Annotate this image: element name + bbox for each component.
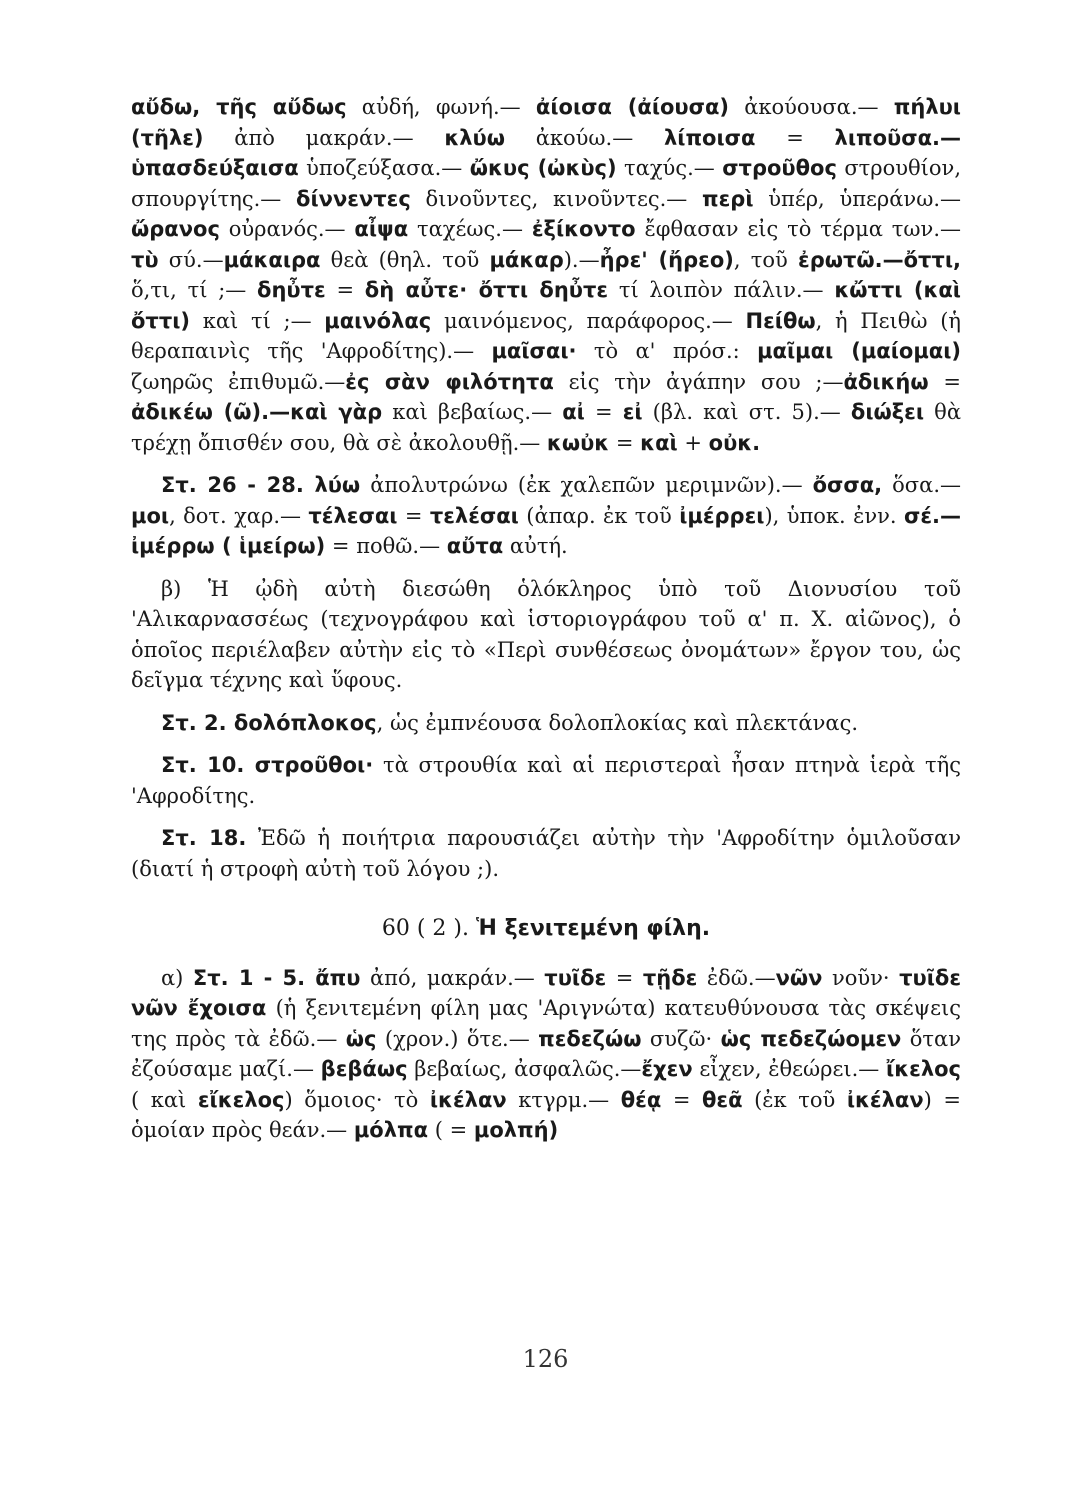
gloss-text: ζωηρῶς ἐπιθυμῶ.—: [131, 369, 346, 394]
lemma-term: ἰκέλαν: [429, 1087, 507, 1112]
lemma-term: Στ. 2. δολόπλοκος: [161, 710, 377, 735]
lemma-term: τῇδε: [642, 965, 698, 990]
gloss-text: νοῦν·: [822, 965, 900, 990]
lemma-term: ἀίοισα (ἀίουσα): [535, 95, 729, 119]
gloss-text: σύ.—: [158, 247, 224, 272]
lemma-term: Ἡ ξενιτεμένη φίλη.: [475, 916, 711, 941]
gloss-text: τί λοιπὸν πάλιν.—: [608, 278, 835, 302]
lemma-term: αἰ: [562, 400, 585, 424]
gloss-text: μαινόμενος, παράφορος.—: [431, 308, 746, 333]
lemma-term: δίννεντες: [296, 186, 411, 211]
lemma-term: μαινόλας: [324, 308, 432, 333]
gloss-text: (βλ. καὶ στ. 5).—: [642, 400, 851, 424]
gloss-text: =: [325, 278, 365, 302]
gloss-text: =: [606, 965, 643, 990]
gloss-text: β) Ἡ ᾠδὴ αὐτὴ διεσώθη ὁλόκληρος ὑπὸ τοῦ Διονυσίου τοῦ 'Αλικαρνασσέως (τεχνογράφου καὶ ἱστοριογράφου τοῦ α' π. Χ. αἰῶνος), ὁ ὁποῖος περιέλαβεν αὐτὴν εἰς τὸ «Περὶ συνθέσεως ὀνομάτων» ἔργον του, ὡς δεῖγμα τέχνης καὶ ὕφους.: [131, 576, 961, 692]
gloss-text: (ἐκ τοῦ: [742, 1087, 847, 1112]
lemma-term: οὐκ.: [708, 430, 761, 455]
lemma-term: πεδεζώω: [538, 1026, 642, 1051]
gloss-text: ( =: [428, 1118, 474, 1142]
lemma-term: αἶψα: [354, 217, 409, 241]
gloss-text: =: [397, 503, 430, 528]
lemma-term: τὺ: [131, 247, 159, 272]
section-heading: [131, 914, 961, 945]
paragraph-p3: [131, 574, 961, 696]
lemma-term: μαῖμαι (μαίομαι): [757, 339, 961, 363]
lemma-term: ὄσσα,: [812, 473, 883, 497]
gloss-text: =: [928, 369, 961, 394]
lemma-term: διώξει: [850, 400, 925, 424]
paragraph-p4: [131, 708, 961, 739]
paragraph-p7: [131, 963, 961, 1146]
gloss-text: =: [584, 400, 623, 424]
gloss-text: 60 ( 2 ).: [381, 916, 476, 941]
gloss-text: (ἡ ξενιτεμένη φίλη μας 'Αριγνώτα) κατευθύνουσα τὰς σκέψεις της πρὸς τὰ ἐδῶ.—: [131, 996, 961, 1051]
gloss-text: θὰ τρέχῃ ὄπισθέν σου, θὰ σὲ ἀκολουθῇ.—: [131, 400, 962, 455]
gloss-text: ὅταν ἐζούσαμε μαζί.—: [131, 1026, 961, 1081]
gloss-text: ἔφθασαν εἰς τὸ τέρμα των.—: [635, 217, 961, 241]
lemma-term: ὤκυς (ὠκὺς): [469, 156, 617, 180]
gloss-text: αὐτή.: [503, 534, 568, 558]
gloss-text: ὅσα.—: [882, 473, 961, 497]
gloss-text: ἐδῶ.—: [697, 965, 776, 990]
gloss-text: ταχέως.—: [408, 217, 532, 241]
gloss-text: , δοτ. χαρ.—: [169, 503, 309, 528]
gloss-text: αὐδή, φωνή.—: [346, 95, 536, 119]
gloss-text: , τοῦ: [733, 247, 798, 272]
lemma-term: ἀδικέω (ῶ).—καὶ γὰρ: [131, 400, 383, 424]
gloss-text: (χρον.) ὅτε.—: [376, 1026, 539, 1051]
lemma-term: λιποῦσα.— ὑπασδεύξαισα: [131, 125, 961, 180]
gloss-text: ἀκούω.—: [504, 125, 664, 150]
lemma-term: νῶν: [775, 965, 823, 990]
gloss-text: θεὰ (θηλ. τοῦ: [320, 247, 490, 272]
paragraph-p2: [131, 470, 961, 562]
lemma-term: Στ. 18.: [161, 826, 247, 850]
lemma-term: μάκαιρα: [223, 247, 321, 272]
lemma-term: δὴ αὖτε· ὄττι δηὖτε: [364, 278, 609, 302]
lemma-term: εἴκελος: [197, 1087, 285, 1112]
lemma-term: αὔδω, τῆς αὔδως: [131, 95, 347, 119]
lemma-term: ἰκέλαν: [846, 1087, 924, 1112]
gloss-text: =: [755, 125, 835, 150]
gloss-text: καὶ τί ;—: [190, 308, 325, 333]
page-number: 126: [522, 1345, 569, 1373]
lemma-term: κλύω: [444, 125, 505, 150]
gloss-text: , ὡς ἐμπνέουσα δολοπλοκίας καὶ πλεκτάνας.: [376, 710, 858, 735]
lemma-term: ἦρε' (ἤρεο): [599, 247, 734, 272]
gloss-text: ) ὅμοιος· τὸ: [284, 1087, 430, 1112]
lemma-term: τέλεσαι: [308, 503, 398, 528]
lemma-term: λίποισα: [663, 125, 756, 150]
lemma-term: πήλυι (τῆλε): [131, 95, 961, 150]
lemma-term: περὶ: [702, 186, 754, 211]
lemma-term: εἰ: [622, 400, 643, 424]
lemma-term: τυῖδε: [544, 965, 607, 990]
lemma-term: ὤρανος: [131, 217, 220, 241]
gloss-text: ἀπὸ μακράν.—: [203, 125, 445, 150]
lemma-term: τυῖδε νῶν ἔχοισα: [131, 965, 962, 1020]
gloss-text: οὐρανός.—: [219, 217, 355, 241]
lemma-term: Στ. 26 - 28. λύω: [161, 473, 361, 497]
lemma-term: μαῖσαι·: [491, 339, 577, 363]
lemma-term: μάκαρ: [489, 247, 564, 272]
lemma-term: βεβάως: [320, 1057, 408, 1081]
lemma-term: αὔτα: [446, 534, 504, 558]
gloss-text: ἀκούουσα.—: [728, 95, 894, 119]
lemma-term: θεᾶ: [702, 1087, 743, 1112]
lemma-term: ἴκελος: [886, 1057, 961, 1081]
lemma-term: κωὐκ: [546, 430, 610, 455]
gloss-text: ὅ,τι, τί ;—: [131, 278, 258, 302]
lemma-term: ἰμέρρει: [679, 503, 765, 528]
gloss-text: εἶχεν, ἐθεώρει.—: [692, 1057, 887, 1081]
gloss-text: στρουθίον, σπουργίτης.—: [131, 156, 961, 211]
gloss-text: α): [161, 965, 193, 990]
lemma-term: ὡς: [345, 1026, 377, 1051]
page-text-body: [131, 92, 961, 1146]
gloss-text: βεβαίως, ἀσφαλῶς.—: [407, 1057, 642, 1081]
gloss-text: κτγρμ.—: [506, 1087, 621, 1112]
gloss-text: εἰς τὴν ἀγάπην σου ;—: [553, 369, 844, 394]
lemma-term: τελέσαι: [429, 503, 519, 528]
paragraph-p6: [131, 823, 961, 884]
gloss-text: = ποθῶ.—: [325, 534, 447, 558]
gloss-text: ὑποζεύξασα.—: [298, 156, 470, 180]
gloss-text: ), ὑποκ. ἐνν.: [764, 503, 904, 528]
gloss-text: +: [677, 430, 709, 455]
gloss-text: =: [609, 430, 641, 455]
gloss-text: Ἐδῶ ἡ ποιήτρια παρουσιάζει αὐτὴν τὴν 'Αφροδίτην ὁμιλοῦσαν (διατί ἡ στροφὴ αὐτὴ τοῦ λόγου ;).: [131, 826, 961, 881]
gloss-text: (ἀπαρ. ἐκ τοῦ: [518, 503, 680, 528]
gloss-text: ἀπό, μακράν.—: [360, 965, 545, 990]
paragraph-p5: [131, 750, 961, 811]
gloss-text: =: [661, 1087, 702, 1112]
lemma-term: σέ.— ἰμέρρω ( ἱμείρω): [131, 503, 962, 558]
lemma-term: μόλπα: [353, 1118, 429, 1142]
lemma-term: ἐς σὰν φιλότητα: [345, 369, 554, 394]
lemma-term: καὶ: [640, 430, 678, 455]
gloss-text: τὸ α' πρόσ.:: [576, 339, 758, 363]
lemma-term: Στ. 10. στροῦθοι·: [161, 753, 374, 777]
gloss-text: , ἡ Πειθὼ (ἡ θεραπαινὶς τῆς 'Αφροδίτης).—: [131, 308, 961, 363]
gloss-text: ) = ὁμοίαν πρὸς θεάν.—: [131, 1087, 961, 1142]
lemma-term: ὡς πεδεζώομεν: [720, 1026, 902, 1051]
gloss-text: ( καὶ: [131, 1087, 198, 1112]
lemma-term: θέᾳ: [620, 1087, 662, 1112]
lemma-term: στροῦθος: [722, 156, 837, 180]
gloss-text: δινοῦντες, κινοῦντες.—: [410, 186, 702, 211]
gloss-text: ταχύς.—: [616, 156, 723, 180]
gloss-text: ).—: [563, 247, 600, 272]
lemma-term: ἐρωτῶ.—ὄττι,: [798, 247, 961, 272]
lemma-term: δηὖτε: [257, 278, 326, 302]
lemma-term: μοι: [131, 503, 170, 528]
gloss-text: ἀπολυτρώνω (ἐκ χαλεπῶν μεριμνῶν).—: [360, 473, 813, 497]
gloss-text: συζῶ·: [641, 1026, 721, 1051]
lemma-term: ἐξίκοντο: [531, 217, 636, 241]
gloss-text: τὰ στρουθία καὶ αἱ περιστεραὶ ἦσαν πτηνὰ ἱερὰ τῆς 'Αφροδίτης.: [131, 753, 961, 808]
lemma-term: Πείθω: [745, 308, 816, 333]
gloss-text: ὑπέρ, ὑπεράνω.—: [753, 186, 961, 211]
lemma-term: Στ. 1 - 5. ἄπυ: [192, 965, 361, 990]
lemma-term: ἔχεν: [641, 1057, 693, 1081]
paragraph-p1: [131, 92, 961, 458]
lemma-term: ἀδικήω: [843, 369, 929, 394]
lemma-term: μολπή): [473, 1118, 559, 1142]
lemma-term: κὤττι (καὶ ὄττι): [131, 278, 961, 333]
gloss-text: καὶ βεβαίως.—: [382, 400, 563, 424]
